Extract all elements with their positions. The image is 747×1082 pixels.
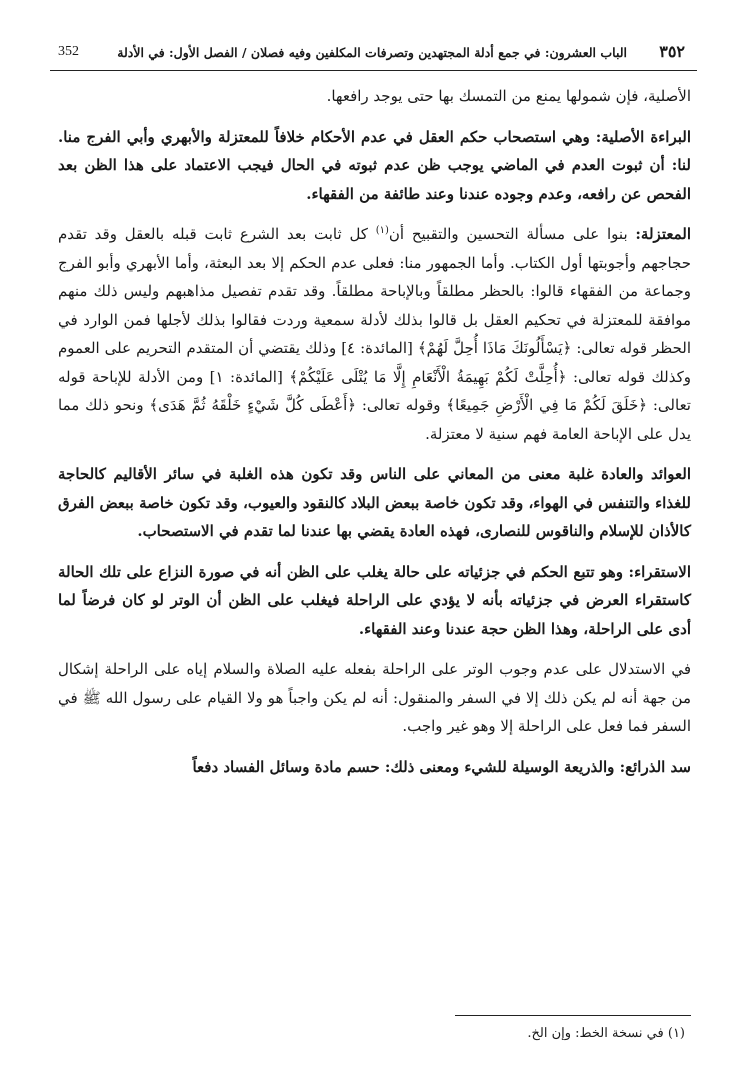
term-heading: الاستقراء: xyxy=(628,562,691,581)
paragraph-text: سد الذرائع: والذريعة الوسيلة للشيء ومعنى ذلك: حسم مادة وسائل الفساد دفعاً xyxy=(192,757,691,776)
paragraph-sadd-dharai xyxy=(58,753,691,782)
page-number-arabic: ٣٥٢ xyxy=(659,42,685,61)
footnote: (١) في نسخة الخط: وإن الخ. xyxy=(527,1026,685,1041)
paragraph-awaid xyxy=(58,460,691,546)
paragraph-istiqra xyxy=(58,558,691,644)
paragraph-text: بنوا على مسألة التحسين والتقبيح أن xyxy=(388,225,636,243)
running-title: الباب العشرون: في جمع أدلة المجتهدين وتصرفات المكلفين وفيه فصلان / الفصل الأول: في الأدلة xyxy=(117,45,627,60)
term-heading: المعتزلة: xyxy=(635,225,691,243)
footnote-reference: (١) xyxy=(375,225,389,236)
paragraph-text: كل ثابت بعد الشرع ثابت قبله بالعقل وقد تقدم حجاجهم وأجوبتها أول الكتاب. وأما الجمهور منا: فعلى عدم الحكم إلا بعد البعثة، وأما الأبهري وأبو الفرج وجماعة من الفقهاء قالوا: بالحظر مطلقاً وبالإباحة مطلقاً. وقد تقدم تفصيل مذاهبهم وليس ذلك منهم موافقة للمعتزلة في تحكيم العقل بل قالوا بذلك لأدلة سمعية وردت فقالوا بذلك لأجلها فمن الوارد في الحظر قوله تعالى: ﴿يَسْأَلُونَكَ مَاذَا أُحِلَّ لَهُمْ﴾ [المائدة: ٤] وذلك يقتضي أن المتقدم التحريم على العموم وكذلك قوله تعالى: ﴿أُحِلَّتْ لَكُمْ بَهِيمَةُ الْأَنْعَامِ إِلَّا مَا يُتْلَى عَلَيْكُمْ﴾ [المائدة: ١] ومن الأدلة للإباحة قوله تعالى: ﴿خَلَقَ لَكُمْ مَا فِي الْأَرْضِ جَمِيعًا﴾ وقوله تعالى: ﴿أَعْطَى كُلَّ شَيْءٍ خَلْقَهُ ثُمَّ هَدَى﴾ ونحو ذلك مما يدل على الإباحة العامة فهم سنية لا معتزلة. xyxy=(58,225,691,443)
page-number-latin: 352 xyxy=(58,44,79,59)
paragraph-bara-asliya xyxy=(58,123,691,209)
running-header xyxy=(50,38,697,71)
term-heading: البراءة الأصلية: xyxy=(595,127,691,146)
footnote-divider xyxy=(455,1015,691,1016)
paragraph-mutazila xyxy=(58,220,691,448)
paragraph-text: وهي استصحاب حكم العقل في عدم الأحكام خلافاً للمعتزلة والأبهري وأبي الفرج منا. لنا: أن ثبوت العدم في الماضي يوجب ظن عدم ثبوته في الحال فيجب الاعتماد على هذا الظن بعد الفحص عن رافعه، وعدم وجوده عندنا وعند طائفة من الفقهاء. xyxy=(58,127,691,203)
paragraph-text: الأصلية، فإن شمولها يمنع من التمسك بها حتى يوجد رافعها. xyxy=(326,87,691,105)
paragraph-istidlal xyxy=(58,655,691,741)
page-body xyxy=(58,82,691,781)
paragraph-continuation xyxy=(58,82,691,111)
paragraph-text: العوائد والعادة غلبة معنى من المعاني على الناس وقد تكون هذه الغلبة في سائر الأقاليم كالحاجة للغذاء والتنفس في الهواء، وقد تكون خاصة ببعض البلاد كالنقود والعيوب، وقد تكون خاصة ببعض الفرق كالأذان للإسلام والناقوس للنصارى، فهذه العادة يقضي بها عندنا لما تقدم في الاستصحاب. xyxy=(58,465,691,540)
paragraph-text: في الاستدلال على عدم وجوب الوتر على الراحلة بفعله عليه الصلاة والسلام إياه على الراحلة إشكال من جهة أنه لم يكن ذلك إلا في السفر والمنقول: أنه لم يكن واجباً هو ولا القيام على رسول الله ﷺ في السفر فما فعل على الراحلة إلا وهو غير واجب. xyxy=(58,660,691,735)
paragraph-text: وهو تتبع الحكم في جزئياته على حالة يغلب على الظن أنه في صورة النزاع على تلك الحالة كاستقراء العرض في جزئياته بأنه لا يؤدي على الراحلة فيغلب على الظن أن الوتر لو كان فرضاً لما أدى على الراحلة، وهذا الظن حجة عندنا وعند الفقهاء. xyxy=(58,562,691,638)
